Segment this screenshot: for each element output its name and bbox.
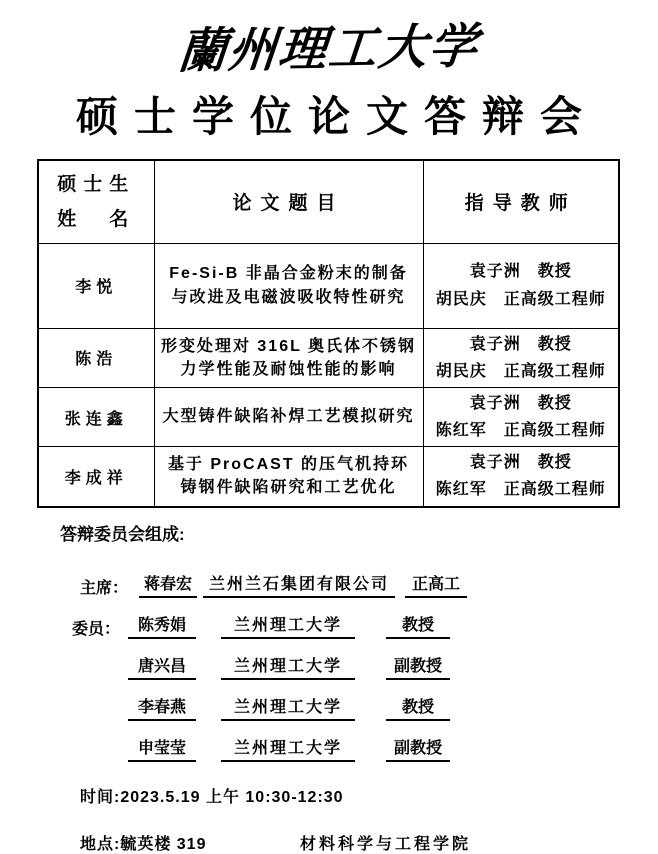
defense-location-line (80, 831, 658, 854)
table-row (38, 243, 619, 328)
table-row (38, 328, 619, 387)
defense-table (37, 159, 620, 508)
chair-name: 蒋春宏 (139, 571, 197, 598)
defense-time: 时间:2023.5.19 上午 10:30-12:30 (80, 788, 344, 806)
header-student-line1: 硕士生 (57, 173, 136, 195)
committee-chair-row (80, 571, 658, 598)
advisor-line: 胡民庆 正高级工程师 (435, 362, 606, 380)
table-header-row (38, 160, 619, 243)
header-student-name (38, 160, 154, 243)
school-name: 材料科学与工程学院 (299, 835, 471, 853)
member-title: 副教授 (386, 735, 450, 762)
member-name: 陈秀娟 (128, 612, 196, 639)
thesis-title: 基于 ProCAST 的压气机持环铸钢件缺陷研究和工艺优化 (154, 447, 423, 507)
member-org: 兰州理工大学 (221, 735, 355, 762)
table-row (38, 387, 619, 446)
committee-member-row (72, 653, 658, 680)
advisor-cell (423, 447, 619, 507)
table-row (38, 447, 619, 507)
defense-location: 地点:毓英楼 319 (80, 835, 207, 853)
advisor-cell (423, 243, 619, 328)
advisor-line: 袁子洲 教授 (469, 335, 572, 353)
chair-label: 主席： (80, 579, 129, 597)
header-thesis-title: 论文题目 (154, 160, 423, 243)
committee-heading: 答辩委员会组成: (60, 524, 185, 544)
advisor-line: 陈红军 正高级工程师 (435, 481, 606, 499)
advisor-line: 袁子洲 教授 (469, 394, 572, 412)
member-org: 兰州理工大学 (221, 653, 355, 680)
member-org: 兰州理工大学 (221, 694, 355, 721)
member-name: 申莹莹 (128, 735, 196, 762)
members-label: 委员： (72, 620, 121, 638)
chair-org: 兰州兰石集团有限公司 (203, 571, 395, 598)
university-logo (0, 0, 658, 80)
committee-member-row (72, 694, 658, 721)
advisor-line: 胡民庆 正高级工程师 (435, 290, 606, 308)
advisor-line: 袁子洲 教授 (469, 454, 572, 472)
page-title: 硕士学位论文答辩会 (75, 95, 598, 141)
advisor-line: 袁子洲 教授 (469, 263, 572, 281)
student-name: 张连鑫 (38, 387, 154, 446)
member-title: 教授 (386, 612, 450, 639)
committee-member-row (72, 612, 658, 639)
committee-member-row (72, 735, 658, 762)
member-name: 唐兴昌 (128, 653, 196, 680)
member-org: 兰州理工大学 (221, 612, 355, 639)
member-title: 副教授 (386, 653, 450, 680)
header-student-line2: 姓 名 (57, 208, 136, 230)
student-name: 李成祥 (38, 447, 154, 507)
thesis-title: 大型铸件缺陷补焊工艺模拟研究 (154, 387, 423, 446)
university-logo-text: 蘭州理工大学 (175, 20, 482, 79)
student-name: 李悦 (38, 243, 154, 328)
member-title: 教授 (386, 694, 450, 721)
chair-title: 正高工 (405, 571, 467, 598)
advisor-cell (423, 387, 619, 446)
advisor-cell (423, 328, 619, 387)
header-advisor: 指导教师 (423, 160, 619, 243)
member-name: 李春燕 (128, 694, 196, 721)
thesis-title: Fe-Si-B 非晶合金粉末的制备与改进及电磁波吸收特性研究 (154, 243, 423, 328)
advisor-line: 陈红军 正高级工程师 (435, 422, 606, 440)
thesis-title: 形变处理对 316L 奥氏体不锈钢力学性能及耐蚀性能的影响 (154, 328, 423, 387)
student-name: 陈浩 (38, 328, 154, 387)
